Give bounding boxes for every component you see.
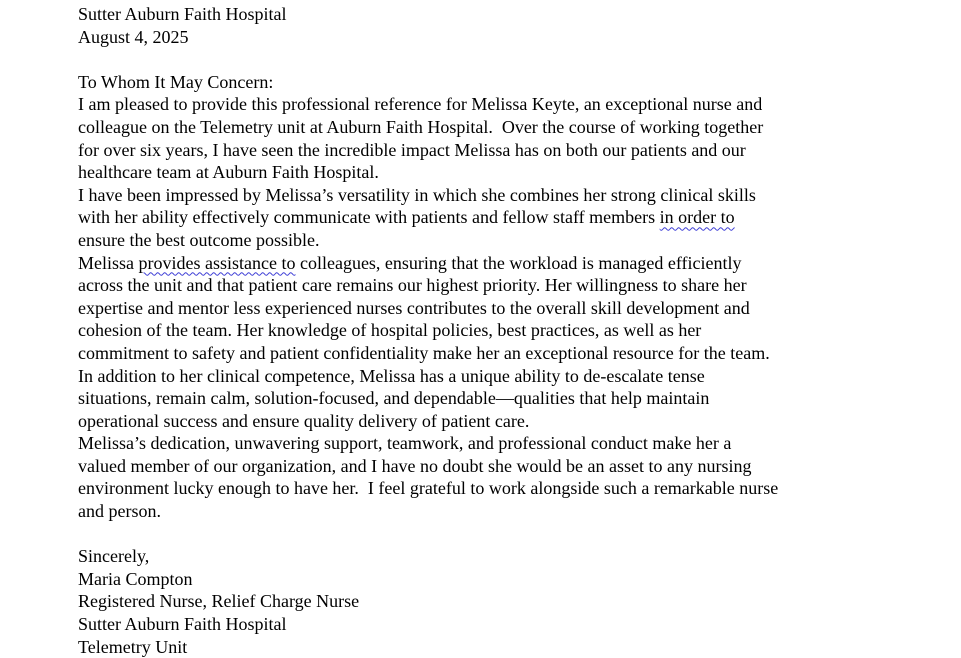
paragraph-3-line: situations, remain calm, solution-focused, and dependable—qualities that help maintain — [78, 388, 710, 409]
paragraph-4-line: and person. — [78, 501, 161, 522]
signature-name: Maria Compton — [78, 568, 193, 589]
paragraph-2-line — [78, 206, 958, 229]
signature-title: Registered Nurse, Relief Charge Nurse — [78, 591, 360, 612]
paragraph-3-line: expertise and mentor less experienced nurses contributes to the overall skill development and — [78, 297, 750, 318]
closing: Sincerely, — [78, 546, 150, 567]
paragraph-3-text: colleagues, ensuring that the workload is managed efficiently — [295, 252, 742, 273]
blank-line — [78, 48, 958, 71]
paragraph-2-line: I have been impressed by Melissa’s versatility in which she combines her strong clinical skills — [78, 184, 756, 205]
paragraph-1-line: colleague on the Telemetry unit at Auburn Faith Hospital. Over the course of working together — [78, 116, 764, 137]
paragraph-4-line: environment lucky enough to have her. I feel grateful to work alongside such a remarkable nurse — [78, 478, 779, 499]
header-org: Sutter Auburn Faith Hospital — [78, 4, 287, 24]
paragraph-4-line: valued member of our organization, and I have no doubt she would be an asset to any nursing — [78, 455, 752, 476]
paragraph-3-line: In addition to her clinical competence, Melissa has a unique ability to de-escalate tense — [78, 365, 705, 386]
letter-document[interactable] — [78, 3, 958, 658]
letter-date: August 4, 2025 — [78, 26, 189, 47]
paragraph-1-line: healthcare team at Auburn Faith Hospital. — [78, 162, 379, 183]
blank-line — [78, 523, 958, 546]
paragraph-4-line: Melissa’s dedication, unwavering support, teamwork, and professional conduct make her a — [78, 433, 732, 454]
paragraph-3-line: operational success and ensure quality delivery of patient care. — [78, 410, 530, 431]
paragraph-2-line: ensure the best outcome possible. — [78, 229, 320, 250]
paragraph-3-line: across the unit and that patient care remains our highest priority. Her willingness to share her — [78, 275, 747, 296]
salutation: To Whom It May Concern: — [78, 71, 274, 92]
paragraph-3-line — [78, 252, 958, 275]
paragraph-3-line: cohesion of the team. Her knowledge of hospital policies, best practices, as well as her — [78, 320, 702, 341]
signature-org: Sutter Auburn Faith Hospital — [78, 614, 287, 635]
grammar-flag-in-order-to[interactable]: in order to — [659, 207, 735, 228]
paragraph-2-text: with her ability effectively communicate with patients and fellow staff members — [78, 207, 660, 228]
signature-unit: Telemetry Unit — [78, 636, 188, 657]
grammar-flag-provides-assistance[interactable]: provides assistance to — [138, 252, 296, 273]
paragraph-1-line: for over six years, I have seen the incredible impact Melissa has on both our patients and our — [78, 139, 746, 160]
paragraph-3-text: Melissa — [78, 252, 139, 273]
paragraph-3-line: commitment to safety and patient confidentiality make her an exceptional resource for the team. — [78, 342, 770, 363]
paragraph-1-line: I am pleased to provide this professional reference for Melissa Keyte, an exceptional nurse and — [78, 94, 763, 115]
